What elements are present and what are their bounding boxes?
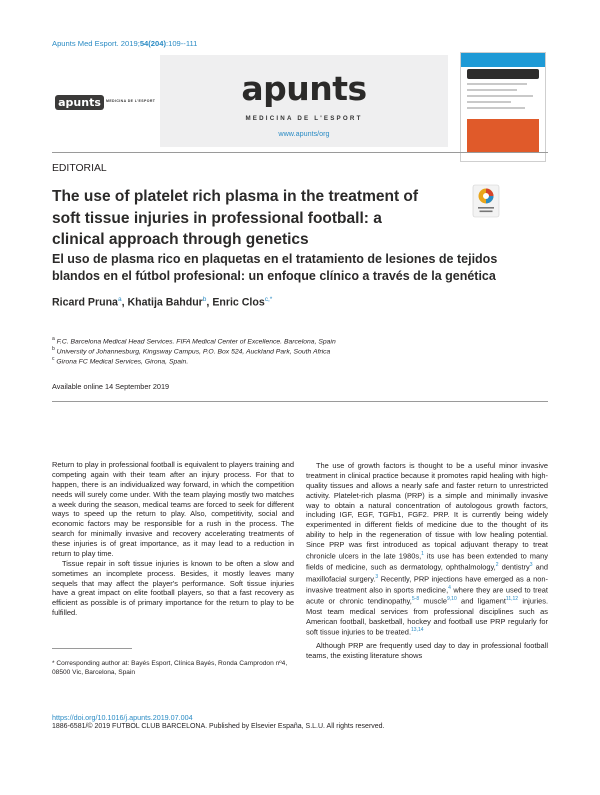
journal-ref-text: Apunts Med Esport. 2019; (52, 39, 140, 48)
reference-link[interactable]: 1 (421, 550, 424, 557)
reference-link[interactable]: 5-8 (411, 596, 420, 603)
affiliation-text: F.C. Barcelona Medical Head Services. FIFA Medical Center of Excellence. Barcelona, Spain (56, 338, 336, 346)
available-online-date: Available online 14 September 2019 (52, 382, 170, 391)
author-name[interactable]: Khatija Bahdur (127, 296, 203, 309)
article-subtitle: El uso de plasma rico en plaquetas en el tratamiento de lesiones de tejidos blandos en el fútbol profesional: un enfoque clínico a través de la genética (52, 252, 498, 283)
journal-logo: apunts (241, 69, 367, 108)
reference-link[interactable]: 9,10 (447, 596, 457, 603)
author-affiliation-mark[interactable]: a (117, 296, 122, 303)
article-title: The use of platelet rich plasma in the treatment of soft tissue injuries in professional football: a clinical approach through genetics (52, 188, 419, 248)
reference-link[interactable]: 11,12 (505, 596, 519, 603)
small-logo-mark: apunts (55, 95, 104, 110)
small-logo-tag: MEDICINA DE L'ESPORT (106, 99, 156, 103)
reference-link[interactable]: 13,14 (411, 627, 424, 634)
body-column-left (52, 460, 294, 618)
journal-logo-subtitle: MEDICINA DE L'ESPORT (245, 115, 363, 122)
affiliation (52, 346, 330, 355)
journal-reference[interactable] (52, 39, 197, 48)
doi-link[interactable]: https://doi.org/10.1016/j.apunts.2019.07.004 (52, 713, 193, 722)
journal-volume-issue: 54(204) (139, 39, 166, 48)
body-column-right (306, 461, 548, 661)
affiliation-text: Girona FC Medical Services, Girona, Spain. (56, 358, 189, 366)
affiliation (52, 356, 188, 365)
reference-link[interactable]: 2 (495, 562, 499, 569)
journal-pages: :109--111 (166, 39, 198, 48)
front-matter-divider (52, 401, 548, 402)
author-name[interactable]: Enric Clos (212, 296, 265, 309)
corresponding-author-footnote: * Corresponding author at: Bayés Esport, Clínica Bayés, Ronda Camprodon nº4, 08500 Vic, Barcelona, Spain (52, 660, 288, 677)
affiliation-text: University of Johannesburg, Kingsway Campus, P.O. Box 524, Auckland Park, South Africa (56, 348, 331, 356)
copyright-notice: 1886-6581/© 2019 FUTBOL CLUB BARCELONA. Published by Elsevier España, S.L.U. All rights reserved. (52, 723, 385, 730)
journal-cover-image (460, 52, 546, 162)
affiliation (52, 336, 336, 345)
check-for-updates-icon[interactable] (471, 184, 501, 218)
header-divider (52, 152, 548, 153)
body-paragraph: Although PRP are frequently used day to day in professional football teams, the existing literature shows (306, 640, 548, 660)
body-paragraph: Tissue repair in soft tissue injuries is known to be often a slow and sometimes an incomplete process. Besides, it mostly leaves many sequels that may affect the player's performance. Soft tissue injuries have a great impact on elite football players, so that a fast recovery as efficient as possible is of primary importance for the return to play to be fulfilled. (52, 558, 294, 618)
journal-header-band (160, 55, 448, 147)
author-name[interactable]: Ricard Pruna (52, 296, 118, 309)
affiliation-mark: a (52, 336, 55, 342)
author-list: Ricard Pruna$^a$, Khatija Bahdur$^b$, Enric Clos$^{c,*}$ (52, 296, 273, 309)
reference-link[interactable]: 3 (529, 562, 533, 569)
author-affiliation-mark[interactable]: b (202, 296, 207, 303)
body-paragraph: Return to play in professional football is equivalent to players training and competing again with their team after an injury process. For that to happen, there is an individualized way forward, in which the competition needs will surely come under. With the team playing mostly two matches a week during the season, medical teams are forced to seek for different ways to speed up the return to play. Also, competitivity, social and economic factors may be responsible for a rush in the process. The search for minimally invasive and recovery accelerating treatments of these injuries is of great importance, as it may lead to a reduction in return to play time. (52, 460, 294, 558)
body-paragraph: The use of growth factors is thought to be a useful minor invasive treatment in clinical practice because it promotes rapid healing with high-quality tissues and allows a nearly safe and faster return to unrestricted activity. Platelet-rich plasma (PRP) is a simple and minimally invasive way to obtain a natural concentration of autologous growth factors, including IGF, EGF, TGFb1, FGF2. PRP. It is currently being widely experimented in different fields of medicine due to the thought of its ability to help in the regeneration of tissue with low healing potential. Since PRP was first introduced as topical adjuvant therapy to treat chronicle ulcers in the late 1980s,$^1$ its use has been extended to many fields of medicine, such as dermatology, ophthalmology,$^2$ dentistry$^3$ and maxillofacial surgery.$^3$ Recently, PRP injections have emerged as a non-invasive treatment also in sports medicine,$^4$ where they are used to treat acute or chronic tendinopathy,$^{5-8}$ muscle$^{9,10}$ and ligament$^{11,12}$ injuries. Most team medical services from professional disciplines such as American football, basketball, hockey and football use PRP regularly for soft tissue injuries to be treated.$^{13,14}$ (306, 461, 549, 637)
affiliation-mark: c (52, 356, 55, 362)
small-journal-logo (55, 93, 156, 113)
reference-link[interactable]: 4 (448, 584, 451, 591)
journal-url-link[interactable]: www.apunts/org (278, 129, 330, 138)
footnote-divider (52, 648, 132, 649)
section-label: EDITORIAL (52, 163, 107, 174)
affiliation-mark: b (52, 346, 55, 352)
author-affiliation-mark[interactable]: c,* (264, 296, 273, 303)
reference-link[interactable]: 3 (375, 573, 379, 580)
